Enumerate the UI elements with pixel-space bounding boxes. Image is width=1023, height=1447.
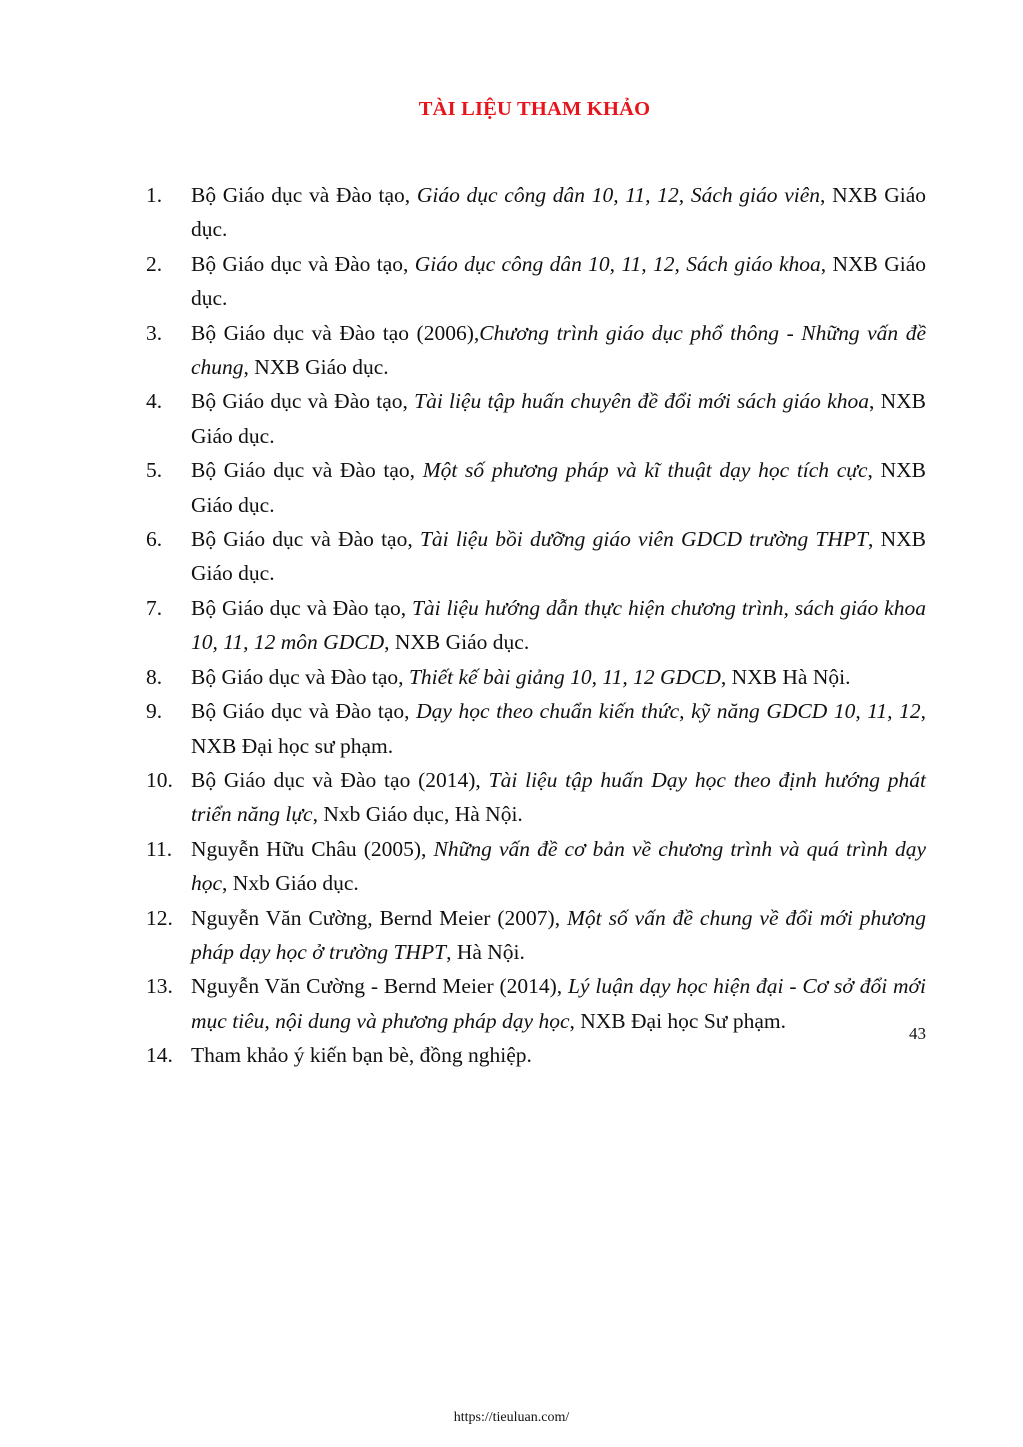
reference-publisher: , NXB Hà Nội. <box>720 664 851 689</box>
reference-text <box>191 694 926 763</box>
reference-publisher: , Nxb Giáo dục, Hà Nội. <box>312 802 523 827</box>
reference-author: Bộ Giáo dục và Đào tạo (2014), <box>191 767 489 792</box>
reference-title: Tài liệu bồi dưỡng giáo viên GDCD trường THPT <box>419 527 869 552</box>
reference-text <box>191 316 926 385</box>
reference-title: Tài liệu hướng dẫn thực hiện chương trình, sách giáo khoa 10, 11, 12 môn GDCD <box>191 595 926 655</box>
reference-title: Giáo dục công dân 10, 11, 12, Sách giáo khoa <box>414 251 821 276</box>
reference-number: 4. <box>146 389 163 414</box>
reference-title: Chương trình giáo dục phổ thông - Những vấn đề chung <box>191 320 927 380</box>
reference-title: Dạy học theo chuẩn kiến thức, kỹ năng GDCD 10, 11, 12 <box>416 699 921 724</box>
reference-number: 3. <box>146 320 163 345</box>
reference-title: Những vấn đề cơ bản về chương trình và quá trình dạy học <box>191 836 926 896</box>
reference-author: Bộ Giáo dục và Đào tạo, <box>191 595 412 620</box>
reference-text <box>191 660 926 694</box>
reference-number: 11. <box>146 836 173 861</box>
reference-author: Bộ Giáo dục và Đào tạo, <box>191 251 415 276</box>
reference-list <box>146 178 926 1073</box>
reference-title: Lý luận dạy học hiện đại - Cơ sở đổi mới mục tiêu, nội dung và phương pháp dạy học <box>191 974 926 1033</box>
reference-item <box>146 316 926 385</box>
reference-text <box>191 591 926 660</box>
reference-number: 5. <box>146 458 163 483</box>
reference-item <box>146 969 926 1038</box>
reference-author: Nguyễn Văn Cường, Bernd Meier (2007), <box>191 905 568 930</box>
reference-text <box>191 1038 926 1072</box>
reference-title: Một số vấn đề chung về đổi mới phương pháp dạy học ở trường THPT <box>191 905 926 964</box>
reference-title: Một số phương pháp và kĩ thuật dạy học tích cực <box>422 458 868 483</box>
reference-text <box>191 522 926 591</box>
page-title: TÀI LIỆU THAM KHẢO <box>418 98 651 120</box>
reference-publisher: , Hà Nội. <box>446 939 525 964</box>
reference-number: 13. <box>146 974 173 999</box>
reference-author: Bộ Giáo dục và Đào tạo, <box>191 389 415 414</box>
reference-number: 6. <box>146 527 163 552</box>
reference-number: 2. <box>146 251 163 276</box>
reference-number: 8. <box>146 664 163 689</box>
reference-author: Tham khảo ý kiến bạn bè, đồng nghiệp. <box>191 1043 532 1068</box>
reference-author: Bộ Giáo dục và Đào tạo, <box>191 527 420 552</box>
reference-item <box>146 453 926 522</box>
reference-author: Bộ Giáo dục và Đào tạo, <box>191 699 417 724</box>
reference-author: Bộ Giáo dục và Đào tạo (2006), <box>191 320 480 345</box>
reference-number: 9. <box>146 699 163 724</box>
reference-item <box>146 694 926 763</box>
reference-text <box>191 384 926 453</box>
reference-author: Bộ Giáo dục và Đào tạo, <box>191 664 409 689</box>
reference-publisher: , NXB Giáo dục. <box>191 251 926 311</box>
reference-text <box>191 969 926 1038</box>
reference-publisher: , Nxb Giáo dục. <box>222 871 359 896</box>
reference-publisher: , NXB Đại học sư phạm. <box>191 699 926 758</box>
reference-item <box>146 763 926 832</box>
reference-publisher: , NXB Giáo dục. <box>191 389 926 448</box>
page-number: 43 <box>909 1024 926 1043</box>
footer-url[interactable]: https://tieuluan.com/ <box>453 1410 570 1425</box>
reference-text <box>191 832 926 901</box>
reference-item <box>146 591 926 660</box>
reference-item <box>146 384 926 453</box>
reference-author: Bộ Giáo dục và Đào tạo, <box>191 458 423 483</box>
reference-number: 1. <box>146 183 163 207</box>
reference-number: 7. <box>146 595 163 620</box>
reference-item <box>146 832 926 901</box>
reference-item <box>146 247 926 316</box>
reference-title: Thiết kế bài giảng 10, 11, 12 GDCD <box>408 664 721 689</box>
reference-text <box>191 247 926 316</box>
reference-item <box>146 522 926 591</box>
reference-publisher: , NXB Giáo dục. <box>191 183 926 242</box>
reference-text <box>191 763 926 832</box>
reference-item <box>146 660 926 694</box>
reference-author: Bộ Giáo dục và Đào tạo, <box>191 183 417 207</box>
reference-author: Nguyễn Hữu Châu (2005), <box>191 836 434 861</box>
reference-publisher: , NXB Giáo dục. <box>191 458 926 517</box>
reference-text <box>191 453 926 522</box>
reference-publisher: , NXB Giáo dục. <box>191 527 926 586</box>
reference-title: Tài liệu tập huấn chuyên đề đổi mới sách giáo khoa <box>414 389 869 414</box>
reference-author: Nguyễn Văn Cường - Bernd Meier (2014), <box>191 974 568 999</box>
reference-number: 12. <box>146 905 173 930</box>
reference-number: 14. <box>146 1043 173 1068</box>
reference-number: 10. <box>146 767 173 792</box>
reference-title: Tài liệu tập huấn Dạy học theo định hướng phát triển năng lực <box>191 767 927 827</box>
reference-item <box>146 1038 926 1072</box>
reference-publisher: , NXB Đại học Sư phạm. <box>569 1008 786 1033</box>
reference-publisher: , NXB Giáo dục. <box>384 630 530 655</box>
reference-item <box>146 901 926 970</box>
reference-text <box>191 901 926 970</box>
reference-item <box>146 178 926 247</box>
reference-text <box>191 178 926 247</box>
reference-publisher: , NXB Giáo dục. <box>243 355 389 380</box>
reference-title: Giáo dục công dân 10, 11, 12, Sách giáo viên <box>416 183 821 207</box>
